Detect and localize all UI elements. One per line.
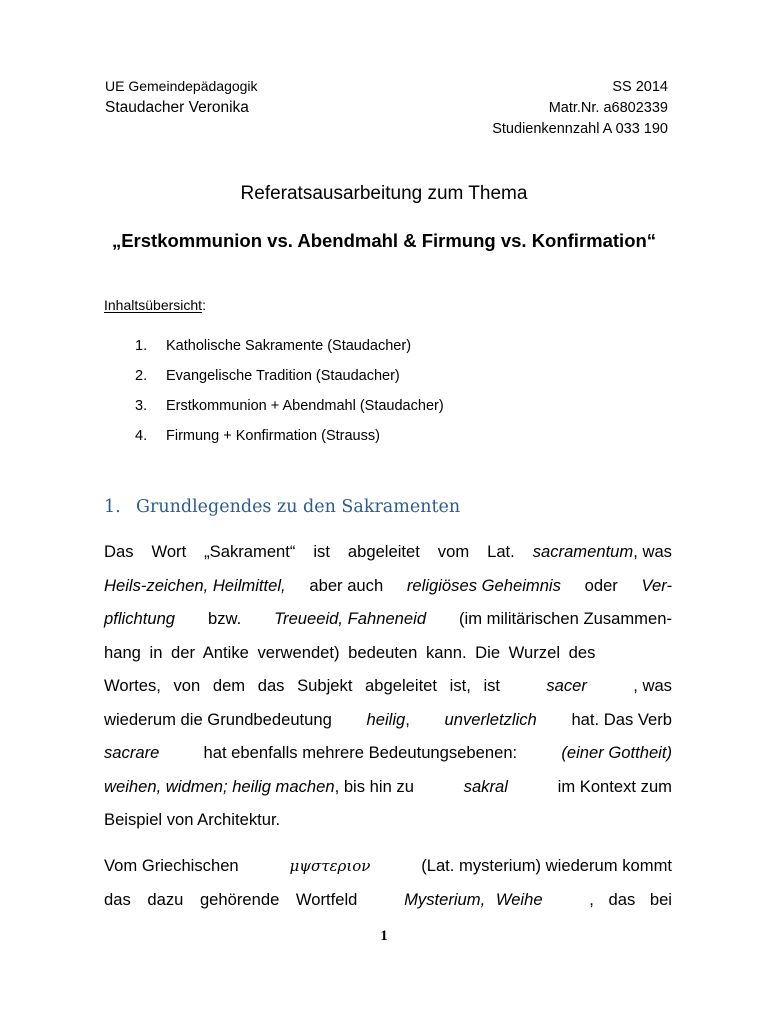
course-name: UE Gemeindepädagogik xyxy=(105,78,258,94)
toc-item-text: Katholische Sakramente (Staudacher) xyxy=(166,338,412,354)
text-line: hang in der Antike verwendet) bedeuten kann. Die Wurzel des xyxy=(104,642,596,662)
greek-word: μψστεριον xyxy=(289,857,371,875)
body-paragraph-2 xyxy=(104,856,672,923)
author-name: Staudacher Veronika xyxy=(105,99,249,116)
toc-item-text: Erstkommunion + Abendmahl (Staudacher) xyxy=(166,398,444,414)
page-number: 1 xyxy=(380,928,388,944)
section-heading xyxy=(104,497,460,517)
text-line: Vom Griechischen μψστεριον (Lat. mysterium) wiederum kommt xyxy=(104,856,672,875)
toc-item-number: 4. xyxy=(135,428,148,444)
section-number: 1. xyxy=(104,497,121,517)
text-line: weihen, widmen; heilig machen, bis hin zu sakral im Kontext zum xyxy=(104,776,672,796)
toc-heading: Inhaltsübersicht: xyxy=(104,297,206,313)
toc-item xyxy=(135,428,444,458)
body-paragraph-1 xyxy=(104,542,672,844)
header-row-1 xyxy=(105,78,668,95)
header-row-2 xyxy=(105,99,668,117)
text-line: Beispiel von Architektur. xyxy=(104,810,281,829)
text-line: Das Wort „Sakrament“ ist abgeleitet vom Lat. sacramentum, was xyxy=(104,542,672,561)
text-line: Heils-zeichen, Heilmittel, aber auch religiöses Geheimnis oder Ver- xyxy=(104,575,672,595)
toc-list xyxy=(135,338,444,458)
semester: SS 2014 xyxy=(612,79,668,95)
matrikel-number: Matr.Nr. a6802339 xyxy=(548,100,668,116)
studienkennzahl: Studienkennzahl A 033 190 xyxy=(492,121,668,137)
toc-item-number: 1. xyxy=(135,338,148,354)
toc-item-text: Evangelische Tradition (Staudacher) xyxy=(166,368,400,384)
text-line: sacrare hat ebenfalls mehrere Bedeutungsebenen: (einer Gottheit) xyxy=(104,743,672,762)
toc-item-number: 3. xyxy=(135,398,148,414)
title-line-1: Referatsausarbeitung zum Thema xyxy=(240,183,528,204)
text-line: das dazu gehörende Wortfeld Mysterium, Weihe , das bei xyxy=(104,889,672,909)
toc-item xyxy=(135,338,444,368)
text-line: wiederum die Grundbedeutung heilig, unverletzlich hat. Das Verb xyxy=(104,709,672,729)
title-line-2: „Erstkommunion vs. Abendmahl & Firmung vs. Konfirmation“ xyxy=(111,230,657,251)
text-line: pflichtung bzw. Treueeid, Fahneneid (im militärischen Zusammen- xyxy=(104,609,672,628)
text-line: Wortes, von dem das Subjekt abgeleitet ist, ist sacer , was xyxy=(104,676,672,695)
toc-item-text: Firmung + Konfirmation (Strauss) xyxy=(166,428,380,444)
toc-item xyxy=(135,398,444,428)
section-title: Grundlegendes zu den Sakramenten xyxy=(136,497,461,517)
toc-item xyxy=(135,368,444,398)
toc-item-number: 2. xyxy=(135,368,148,384)
toc-heading-label: Inhaltsübersicht xyxy=(104,297,203,313)
